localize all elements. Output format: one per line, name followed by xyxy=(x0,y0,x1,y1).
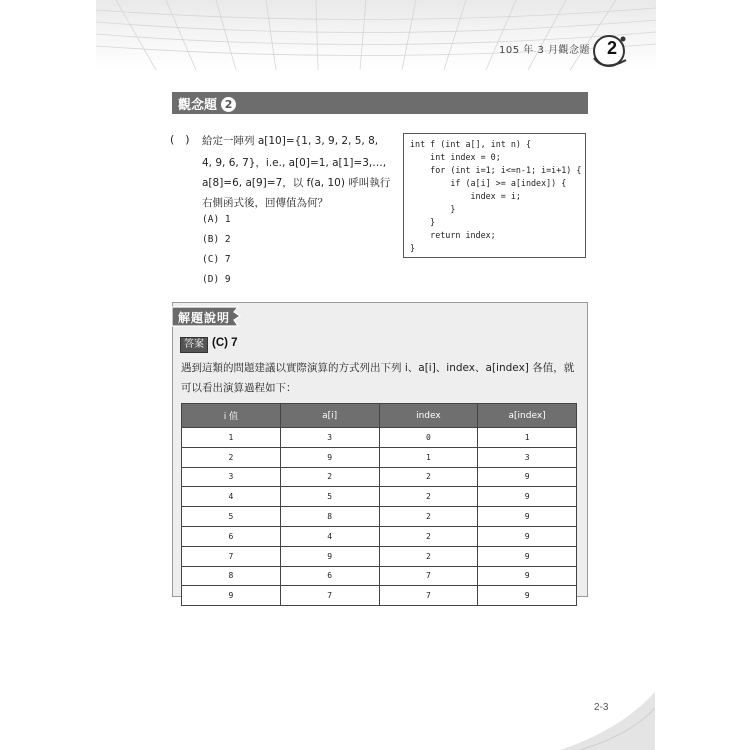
table-cell: 7 xyxy=(182,546,281,566)
table-row xyxy=(182,428,577,448)
table-cell: 9 xyxy=(478,566,577,586)
table-cell: 9 xyxy=(280,447,379,467)
question-line: 右側函式後，回傳值為何？ xyxy=(202,197,328,209)
table-cell: 9 xyxy=(478,487,577,507)
table-header-cell: index xyxy=(379,404,478,428)
section-title-text: 觀念題 xyxy=(178,98,218,113)
table-header-row xyxy=(182,404,577,428)
code-box xyxy=(403,133,586,258)
code-line: int index = 0; xyxy=(410,152,501,162)
table-cell: 7 xyxy=(379,586,478,606)
table-row xyxy=(182,487,577,507)
table-cell: 8 xyxy=(182,566,281,586)
table-row xyxy=(182,467,577,487)
table-cell: 3 xyxy=(182,467,281,487)
table-cell: 6 xyxy=(280,566,379,586)
table-cell: 2 xyxy=(379,507,478,527)
question-line: 給定一陣列 a[10]={1, 3, 9, 2, 5, 8, xyxy=(202,135,379,147)
answer-blank: ( ) xyxy=(170,133,190,146)
table-header-cell: a[index] xyxy=(478,404,577,428)
table-cell: 8 xyxy=(280,507,379,527)
table-row xyxy=(182,507,577,527)
table-row xyxy=(182,546,577,566)
table-cell: 7 xyxy=(280,586,379,606)
code-line: index = i; xyxy=(410,191,521,201)
code-line: } xyxy=(410,243,416,253)
table-cell: 9 xyxy=(478,586,577,606)
table-cell: 9 xyxy=(478,546,577,566)
table-cell: 9 xyxy=(478,467,577,487)
table-cell: 3 xyxy=(478,447,577,467)
page-number: 2-3 xyxy=(594,702,609,713)
table-cell: 2 xyxy=(379,526,478,546)
section-title xyxy=(178,94,236,113)
table-cell: 2 xyxy=(379,487,478,507)
table-row xyxy=(182,526,577,546)
table-cell: 3 xyxy=(280,428,379,448)
table-cell: 1 xyxy=(478,428,577,448)
code-line: if (a[i] >= a[index]) { xyxy=(410,178,567,188)
table-cell: 2 xyxy=(379,467,478,487)
question-line: a[8]=6, a[9]=7，以 f(a, 10) 呼叫執行 xyxy=(202,177,391,189)
explanation-line: 可以看出演算過程如下： xyxy=(181,382,297,394)
question-line: 4, 9, 6, 7}，i.e., a[0]=1, a[1]=3,…, xyxy=(202,157,387,169)
table-cell: 9 xyxy=(478,507,577,527)
table-cell: 9 xyxy=(478,526,577,546)
table-cell: 1 xyxy=(379,447,478,467)
code-line: } xyxy=(410,204,456,214)
explanation-label: 解題說明 xyxy=(178,311,231,325)
header-grid-decoration xyxy=(96,0,656,70)
table-cell: 2 xyxy=(379,546,478,566)
code-line: int f (int a[], int n) { xyxy=(410,139,532,149)
table-cell: 5 xyxy=(280,487,379,507)
table-cell: 9 xyxy=(280,546,379,566)
corner-swoosh-decoration xyxy=(560,690,655,750)
answer-tag: 答案 xyxy=(180,337,208,353)
code-line: for (int i=1; i<=n-1; i=i+1) { xyxy=(410,165,582,175)
header-title: 105 年 3 月觀念題 xyxy=(499,45,590,56)
option-b: (B) 2 xyxy=(202,234,231,245)
table-cell: 4 xyxy=(280,526,379,546)
table-row xyxy=(182,447,577,467)
table-cell: 2 xyxy=(280,467,379,487)
explanation-line: 遇到這類的問題建議以實際演算的方式列出下列 i、a[i]、index、a[index] 各值，就 xyxy=(181,362,575,374)
trace-table xyxy=(181,403,577,606)
option-d: (D) 9 xyxy=(202,274,231,285)
table-row xyxy=(182,586,577,606)
table-cell: 2 xyxy=(182,447,281,467)
table-cell: 5 xyxy=(182,507,281,527)
table-cell: 6 xyxy=(182,526,281,546)
section-title-bar xyxy=(172,92,588,114)
table-header-cell: a[i] xyxy=(280,404,379,428)
chapter-number: 2 xyxy=(606,38,617,58)
option-c: (C) 7 xyxy=(202,254,231,265)
table-cell: 4 xyxy=(182,487,281,507)
table-cell: 0 xyxy=(379,428,478,448)
option-a: (A) 1 xyxy=(202,214,231,225)
answer-value: (C) 7 xyxy=(212,337,238,349)
table-cell: 7 xyxy=(379,566,478,586)
table-cell: 9 xyxy=(182,586,281,606)
table-cell: 1 xyxy=(182,428,281,448)
section-number: 2 xyxy=(221,97,236,112)
code-line: } xyxy=(410,217,436,227)
table-row xyxy=(182,566,577,586)
table-header-cell: i 值 xyxy=(182,404,281,428)
code-line: return index; xyxy=(410,230,496,240)
